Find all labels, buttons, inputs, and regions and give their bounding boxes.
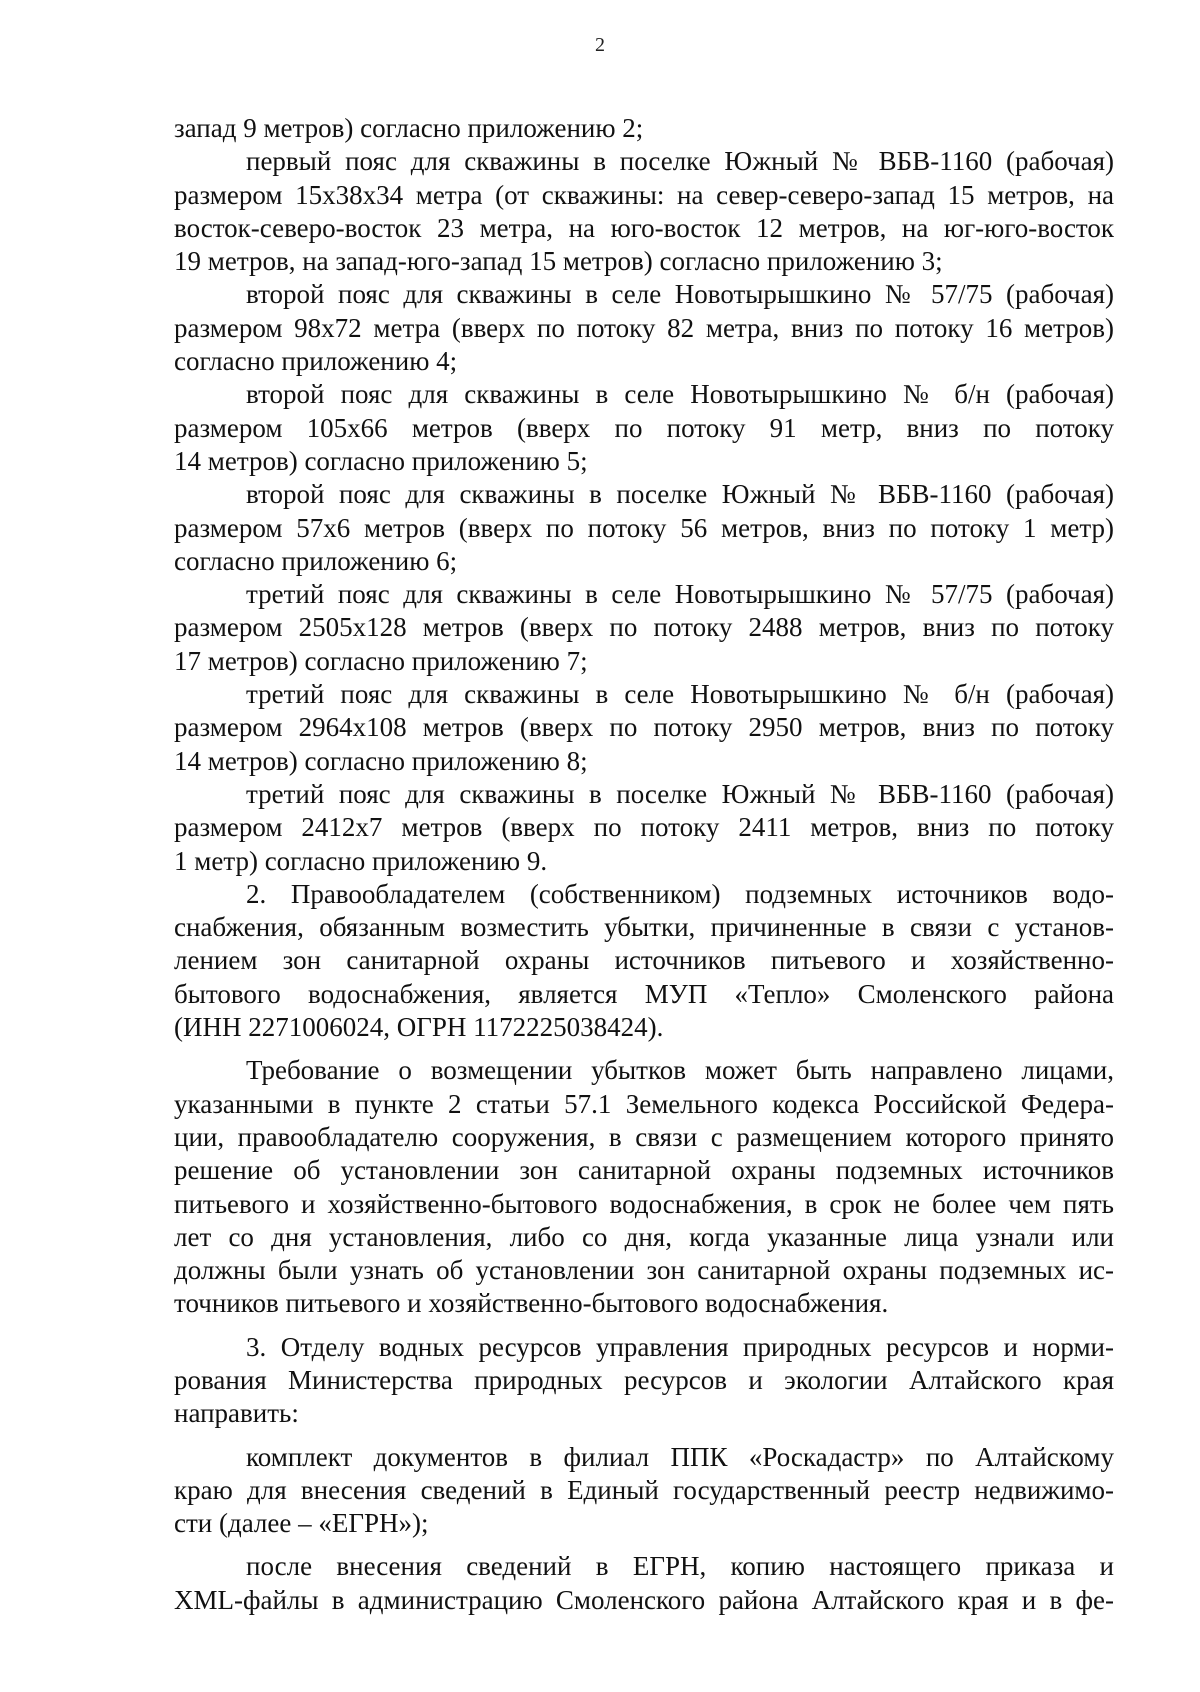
text-line: согласно приложению 6; xyxy=(174,545,458,576)
text-line: направить: xyxy=(174,1398,299,1429)
paragraph-first-line: третий пояс для скважины в селе Новотырышкино № б/н (рабочая) xyxy=(246,679,1114,710)
text-line: размером 98х72 метра (вверх по потоку 82 метра, вниз по потоку 16 метров) xyxy=(174,312,1114,343)
text-line: 14 метров) согласно приложению 8; xyxy=(174,745,588,776)
text-line: лением зон санитарной охраны источников питьевого и хозяйственно- xyxy=(174,945,1114,976)
paragraph-gap xyxy=(174,1540,1114,1550)
paragraph-first-line: 3. Отделу водных ресурсов управления природных ресурсов и норми- xyxy=(246,1331,1114,1362)
text-line: XML-файлы в администрацию Смоленского района Алтайского края и в фе- xyxy=(174,1584,1114,1615)
text-line: сти (далее – «ЕГРН»); xyxy=(174,1508,429,1539)
paragraph-first-line: после внесения сведений в ЕГРН, копию настоящего приказа и xyxy=(246,1551,1114,1582)
text-line: размером 105х66 метров (вверх по потоку 91 метр, вниз по потоку xyxy=(174,412,1114,443)
text-line: размером 15х38х34 метра (от скважины: на север-северо-запад 15 метров, на xyxy=(174,179,1114,210)
text-line: размером 2505х128 метров (вверх по потоку 2488 метров, вниз по потоку xyxy=(174,612,1114,643)
paragraph-gap xyxy=(174,1044,1114,1054)
text-line: 19 метров, на запад-юго-запад 15 метров) согласно приложению 3; xyxy=(174,246,943,277)
text-line: рования Министерства природных ресурсов и экологии Алтайского края xyxy=(174,1364,1114,1395)
text-line: 14 метров) согласно приложению 5; xyxy=(174,445,588,476)
text-line: размером 2412х7 метров (вверх по потоку 2411 метров, вниз по потоку xyxy=(174,812,1114,843)
text-line: (ИНН 2271006024, ОГРН 1172225038424). xyxy=(174,1012,664,1043)
paragraph-gap xyxy=(174,1431,1114,1441)
paragraph-first-line: третий пояс для скважины в поселке Южный № ВБВ-1160 (рабочая) xyxy=(246,778,1114,809)
text-line: восток-северо-восток 23 метра, на юго-восток 12 метров, на юг-юго-восток xyxy=(174,212,1114,243)
text-line: размером 57х6 метров (вверх по потоку 56 метров, вниз по потоку 1 метр) xyxy=(174,512,1114,543)
text-line: 1 метр) согласно приложению 9. xyxy=(174,845,548,876)
text-line: краю для внесения сведений в Единый государственный реестр недвижимо- xyxy=(174,1474,1114,1505)
text-line: лет со дня установления, либо со дня, когда указанные лица узнали или xyxy=(174,1221,1114,1252)
page-number: 2 xyxy=(595,34,605,56)
text-line: должны были узнать об установлении зон санитарной охраны подземных ис- xyxy=(174,1255,1114,1286)
paragraph-first-line: комплект документов в филиал ППК «Роскадастр» по Алтайскому xyxy=(246,1441,1114,1472)
text-line: питьевого и хозяйственно-бытового водоснабжения, в срок не более чем пять xyxy=(174,1188,1114,1219)
paragraph-first-line: первый пояс для скважины в поселке Южный № ВБВ-1160 (рабочая) xyxy=(246,146,1114,177)
paragraph-first-line: второй пояс для скважины в поселке Южный № ВБВ-1160 (рабочая) xyxy=(246,479,1114,510)
text-line: согласно приложению 4; xyxy=(174,346,458,377)
text-line: ции, правообладателю сооружения, в связи с размещением которого принято xyxy=(174,1121,1114,1152)
paragraph-first-line: 2. Правообладателем (собственником) подземных источников водо- xyxy=(246,878,1114,909)
text-line: указанными в пункте 2 статьи 57.1 Земельного кодекса Российской Федера- xyxy=(174,1088,1114,1119)
paragraph-first-line: второй пояс для скважины в селе Новотырышкино № 57/75 (рабочая) xyxy=(246,279,1114,310)
text-line: 17 метров) согласно приложению 7; xyxy=(174,645,588,676)
paragraph-first-line: второй пояс для скважины в селе Новотырышкино № б/н (рабочая) xyxy=(246,379,1114,410)
paragraph-gap xyxy=(174,1321,1114,1331)
document-body xyxy=(174,112,1114,1617)
paragraph-first-line: Требование о возмещении убытков может быть направлено лицами, xyxy=(246,1055,1114,1086)
text-line: запад 9 метров) согласно приложению 2; xyxy=(174,113,644,143)
text-line: точников питьевого и хозяйственно-бытового водоснабжения. xyxy=(174,1288,889,1319)
text-line: бытового водоснабжения, является МУП «Тепло» Смоленского района xyxy=(174,978,1114,1009)
text-line: решение об установлении зон санитарной охраны подземных источников xyxy=(174,1155,1114,1186)
paragraph-first-line: третий пояс для скважины в селе Новотырышкино № 57/75 (рабочая) xyxy=(246,579,1114,610)
text-line: размером 2964х108 метров (вверх по потоку 2950 метров, вниз по потоку xyxy=(174,712,1114,743)
text-line: снабжения, обязанным возместить убытки, причиненные в связи с установ- xyxy=(174,912,1114,943)
